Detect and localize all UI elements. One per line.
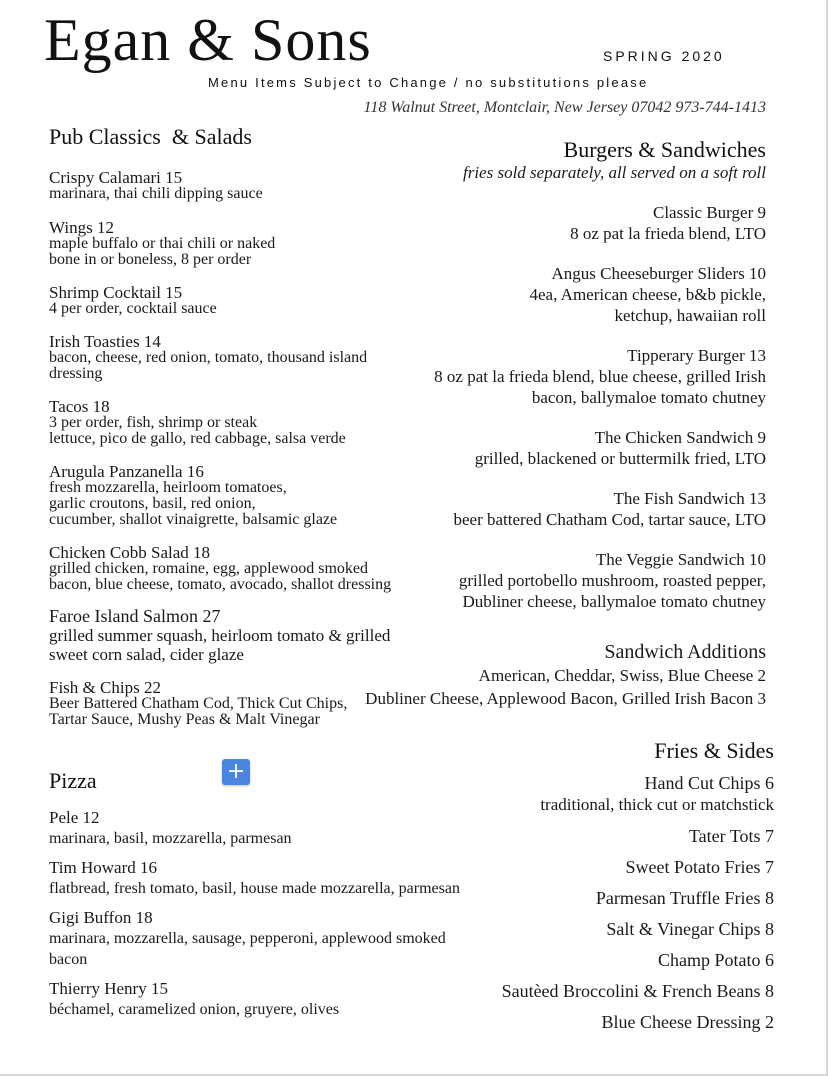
add-button[interactable] <box>222 759 250 785</box>
additions-section <box>286 640 766 710</box>
item-desc: bacon, cheese, red onion, tomato, thousand island dressing <box>49 349 368 382</box>
item-desc: grilled portobello mushroom, roasted pepper, Dubliner cheese, ballymaloe tomato chutney <box>458 571 766 611</box>
address-line: 118 Walnut Street, Montclair, New Jersey 07042 973-744-1413 <box>363 99 766 116</box>
menu-item <box>306 489 766 530</box>
item-name: Angus Cheeseburger Sliders 10 <box>551 264 766 283</box>
item-desc: marinara, thai chili dipping sauce <box>49 185 263 202</box>
item-name: Classic Burger 9 <box>652 203 766 222</box>
burgers-subtitle: fries sold separately, all served on a soft roll <box>463 163 766 182</box>
item-name: The Veggie Sandwich 10 <box>595 550 766 569</box>
side-item: Blue Cheese Dressing 2 <box>601 1012 774 1032</box>
item-desc: 8 oz pat la frieda blend, blue cheese, grilled Irish bacon, ballymaloe tomato chutney <box>434 367 766 407</box>
item-name: Tipperary Burger 13 <box>627 346 766 365</box>
item-name: Gigi Buffon 18 <box>49 908 153 927</box>
item-desc: grilled summer squash, heirloom tomato & grilled sweet corn salad, cider glaze <box>49 626 391 664</box>
item-desc: 4ea, American cheese, b&b pickle, ketchup, hawaiian roll <box>529 285 766 325</box>
side-item: Tater Tots 7 <box>688 826 774 846</box>
burgers-heading: Burgers & Sandwiches <box>563 137 766 162</box>
side-item: Salt & Vinegar Chips 8 <box>606 919 774 939</box>
item-name: Wings 12 <box>49 218 114 237</box>
menu-notice: Menu Items Subject to Change / no substitutions please <box>208 75 649 90</box>
restaurant-title: Egan & Sons <box>44 7 372 73</box>
item-desc: marinara, basil, mozzarella, parmesan <box>49 830 292 847</box>
addition-line: Dubliner Cheese, Applewood Bacon, Grilled Irish Bacon 3 <box>365 689 766 708</box>
side-item: Sautèed Broccolini & French Beans 8 <box>501 981 774 1001</box>
side-item: Champ Potato 6 <box>658 950 774 970</box>
item-name: Tim Howard 16 <box>49 858 157 877</box>
menu-item <box>306 346 766 408</box>
plus-icon: + <box>226 759 246 784</box>
item-desc: traditional, thick cut or matchstick <box>540 795 774 814</box>
pub-classics-heading: Pub Classics & Salads <box>49 124 252 149</box>
addition-line: American, Cheddar, Swiss, Blue Cheese 2 <box>478 666 766 685</box>
item-name: Faroe Island Salmon 27 <box>49 606 221 626</box>
item-desc: flatbread, fresh tomato, basil, house made mozzarella, parmesan <box>49 880 460 897</box>
pizza-heading: Pizza <box>49 768 97 793</box>
item-name: Irish Toasties 14 <box>49 332 161 351</box>
side-item <box>354 772 774 816</box>
sides-heading: Fries & Sides <box>654 738 774 763</box>
item-desc: 3 per order, fish, shrimp or steak lettuce, pico de gallo, red cabbage, salsa verde <box>49 414 346 447</box>
item-name: Arugula Panzanella 16 <box>49 462 204 481</box>
item-name: Fish & Chips 22 <box>49 678 161 697</box>
item-desc: 4 per order, cocktail sauce <box>49 300 217 317</box>
side-item: Parmesan Truffle Fries 8 <box>595 888 774 908</box>
item-name: Crispy Calamari 15 <box>49 168 183 187</box>
item-name: The Chicken Sandwich 9 <box>594 428 766 447</box>
item-desc: Beer Battered Chatham Cod, Thick Cut Chips, Tartar Sauce, Mushy Peas & Malt Vinegar <box>49 695 348 728</box>
item-desc: 8 oz pat la frieda blend, LTO <box>570 224 766 243</box>
burgers-section <box>306 137 766 612</box>
menu-item <box>306 264 766 326</box>
item-desc: marinara, mozzarella, sausage, pepperoni, applewood smoked bacon <box>49 930 446 968</box>
menu-item <box>306 428 766 469</box>
item-name: Hand Cut Chips 6 <box>644 773 774 793</box>
item-name: Tacos 18 <box>49 397 110 416</box>
sides-section <box>354 738 774 1033</box>
item-name: Chicken Cobb Salad 18 <box>49 543 211 562</box>
item-desc: fresh mozzarella, heirloom tomatoes, garlic croutons, basil, red onion, cucumber, shallot vinaigrette, balsamic glaze <box>49 479 338 528</box>
item-desc: maple buffalo or thai chili or naked bone in or boneless, 8 per order <box>49 235 276 268</box>
item-desc: grilled chicken, romaine, egg, applewood smoked bacon, blue cheese, tomato, avocado, shallot dressing <box>49 560 392 593</box>
side-item: Sweet Potato Fries 7 <box>625 857 774 877</box>
menu-item <box>306 203 766 244</box>
menu-item <box>306 550 766 612</box>
item-name: Pele 12 <box>49 808 100 827</box>
item-name: Shrimp Cocktail 15 <box>49 283 183 302</box>
item-desc: beer battered Chatham Cod, tartar sauce, LTO <box>453 510 766 529</box>
item-desc: grilled, blackened or buttermilk fried, LTO <box>474 449 766 468</box>
item-desc: béchamel, caramelized onion, gruyere, olives <box>49 1001 340 1018</box>
item-name: The Fish Sandwich 13 <box>613 489 766 508</box>
item-name: Thierry Henry 15 <box>49 979 168 998</box>
season-label: SPRING 2020 <box>603 48 725 64</box>
additions-heading: Sandwich Additions <box>604 641 766 663</box>
